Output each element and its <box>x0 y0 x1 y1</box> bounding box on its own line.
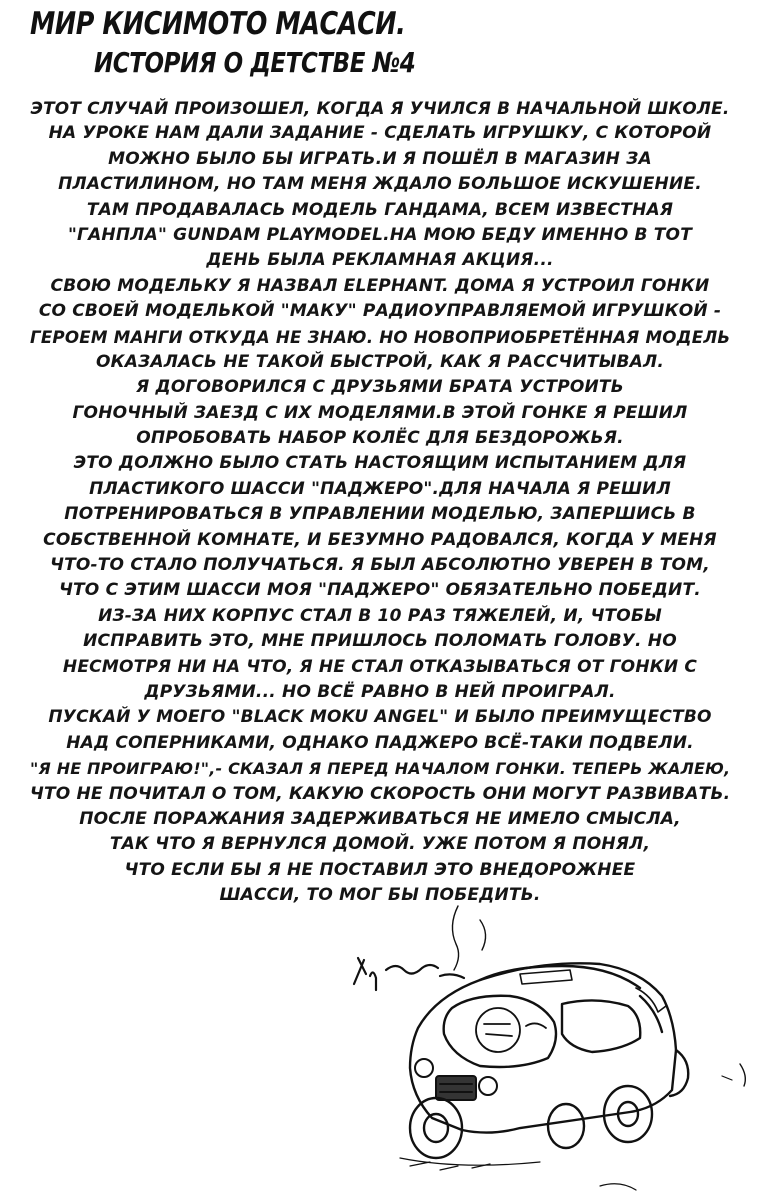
page-subtitle: ИСТОРИЯ О ДЕТСТВЕ №4 <box>94 46 416 79</box>
text-line: ОПРОБОВАТЬ НАБОР КОЛЁС ДЛЯ БЕЗДОРОЖЬЯ. <box>136 428 624 449</box>
text-line: СВОЮ МОДЕЛЬКУ Я НАЗВАЛ ELEPHANT. ДОМА Я УСТРОИЛ ГОНКИ <box>50 275 710 296</box>
roof-rack <box>520 970 666 1012</box>
text-line: ЧТО С ЭТИМ ШАССИ МОЯ "ПАДЖЕРО" ОБЯЗАТЕЛЬНО ПОБЕДИТ. <box>59 580 701 601</box>
signature-scribble <box>354 958 464 990</box>
story-text <box>30 96 730 909</box>
text-line: ЧТО-ТО СТАЛО ПОЛУЧАТЬСЯ. Я БЫЛ АБСОЛЮТНО УВЕРЕН В ТОМ, <box>50 555 710 576</box>
driver-figure <box>476 1008 546 1052</box>
text-line: Я ДОГОВОРИЛСЯ С ДРУЗЬЯМИ БРАТА УСТРОИТЬ <box>136 377 624 398</box>
text-line: ПОСЛЕ ПОРАЖАНИЯ ЗАДЕРЖИВАТЬСЯ НЕ ИМЕЛО СМЫСЛА, <box>79 808 681 829</box>
text-line: ГЕРОЕМ МАНГИ ОТКУДА НЕ ЗНАЮ. НО НОВОПРИОБРЕТЁННАЯ МОДЕЛЬ <box>30 327 731 347</box>
text-line: МОЖНО БЫЛО БЫ ИГРАТЬ.И Я ПОШЁЛ В МАГАЗИН ЗА <box>108 148 652 169</box>
text-line: ИСПРАВИТЬ ЭТО, МНЕ ПРИШЛОСЬ ПОЛОМАТЬ ГОЛОВУ. НО <box>83 631 677 652</box>
text-line: НЕСМОТРЯ НИ НА ЧТО, Я НЕ СТАЛ ОТКАЗЫВАТЬСЯ ОТ ГОНКИ С <box>62 656 698 677</box>
text-line: ТАК ЧТО Я ВЕРНУЛСЯ ДОМОЙ. УЖЕ ПОТОМ Я ПОНЯЛ, <box>109 834 651 855</box>
text-line: ЭТОТ СЛУЧАЙ ПРОИЗОШЕЛ, КОГДА Я УЧИЛСЯ В НАЧАЛЬНОЙ ШКОЛЕ. <box>30 98 730 118</box>
toy-car-sketch-icon <box>340 900 760 1200</box>
front-grille <box>415 1059 497 1100</box>
page-title: МИР КИСИМОТО МАСАСИ. <box>30 6 406 42</box>
text-line: НА УРОКЕ НАМ ДАЛИ ЗАДАНИЕ - СДЕЛАТЬ ИГРУШКУ, С КОТОРОЙ <box>48 123 712 144</box>
text-line: ЧТО ЕСЛИ БЫ Я НЕ ПОСТАВИЛ ЭТО ВНЕДОРОЖНЕЕ <box>124 859 636 880</box>
text-line: "ГАНПЛА" GUNDAM PLAYMODEL.НА МОЮ БЕДУ ИМЕННО В ТОТ <box>67 224 693 245</box>
text-line: ПОТРЕНИРОВАТЬСЯ В УПРАВЛЕНИИ МОДЕЛЬЮ, ЗАПЕРШИСЬ В <box>64 504 696 525</box>
car-wheels <box>410 1050 688 1158</box>
text-line: ДЕНЬ БЫЛА РЕКЛАМНАЯ АКЦИЯ... <box>206 250 554 271</box>
text-line: СОБСТВЕННОЙ КОМНАТЕ, И БЕЗУМНО РАДОВАЛСЯ, КОГДА У МЕНЯ <box>43 529 717 550</box>
text-line: ДРУЗЬЯМИ... НО ВСЁ РАВНО В НЕЙ ПРОИГРАЛ. <box>144 681 616 702</box>
text-line: ГОНОЧНЫЙ ЗАЕЗД С ИХ МОДЕЛЯМИ.В ЭТОЙ ГОНКЕ Я РЕШИЛ <box>72 402 688 423</box>
text-line: НАД СОПЕРНИКАМИ, ОДНАКО ПАДЖЕРО ВСЁ-ТАКИ ПОДВЕЛИ. <box>66 732 694 753</box>
text-line: ОКАЗАЛАСЬ НЕ ТАКОЙ БЫСТРОЙ, КАК Я РАССЧИТЫВАЛ. <box>95 351 665 372</box>
text-line: СО СВОЕЙ МОДЕЛЬКОЙ "МАКУ" РАДИОУПРАВЛЯЕМОЙ ИГРУШКОЙ - <box>38 301 722 322</box>
text-line: ЭТО ДОЛЖНО БЫЛО СТАТЬ НАСТОЯЩИМ ИСПЫТАНИЕМ ДЛЯ <box>73 453 687 474</box>
text-line: ПУСКАЙ У МОЕГО "BLACK MOKU ANGEL" И БЫЛО ПРЕИМУЩЕСТВО <box>48 707 712 728</box>
text-line: ПЛАСТИЛИНОМ, НО ТАМ МЕНЯ ЖДАЛО БОЛЬШОЕ ИСКУШЕНИЕ. <box>58 174 702 195</box>
text-line: ТАМ ПРОДАВАЛАСЬ МОДЕЛЬ ГАНДАМА, ВСЕМ ИЗВЕСТНАЯ <box>86 199 674 220</box>
text-line: "Я НЕ ПРОИГРАЮ!",- СКАЗАЛ Я ПЕРЕД НАЧАЛОМ ГОНКИ. ТЕПЕРЬ ЖАЛЕЮ, <box>30 759 731 779</box>
text-line: ИЗ-ЗА НИХ КОРПУС СТАЛ В 10 РАЗ ТЯЖЕЛЕЙ, И, ЧТОБЫ <box>98 605 662 626</box>
text-line: ШАССИ, ТО МОГ БЫ ПОБЕДИТЬ. <box>219 885 541 906</box>
text-line: ПЛАСТИКОГО ШАССИ "ПАДЖЕРО".ДЛЯ НАЧАЛА Я РЕШИЛ <box>89 478 671 499</box>
text-line: ЧТО НЕ ПОЧИТАЛ О ТОМ, КАКУЮ СКОРОСТЬ ОНИ МОГУТ РАЗВИВАТЬ. <box>30 783 731 804</box>
